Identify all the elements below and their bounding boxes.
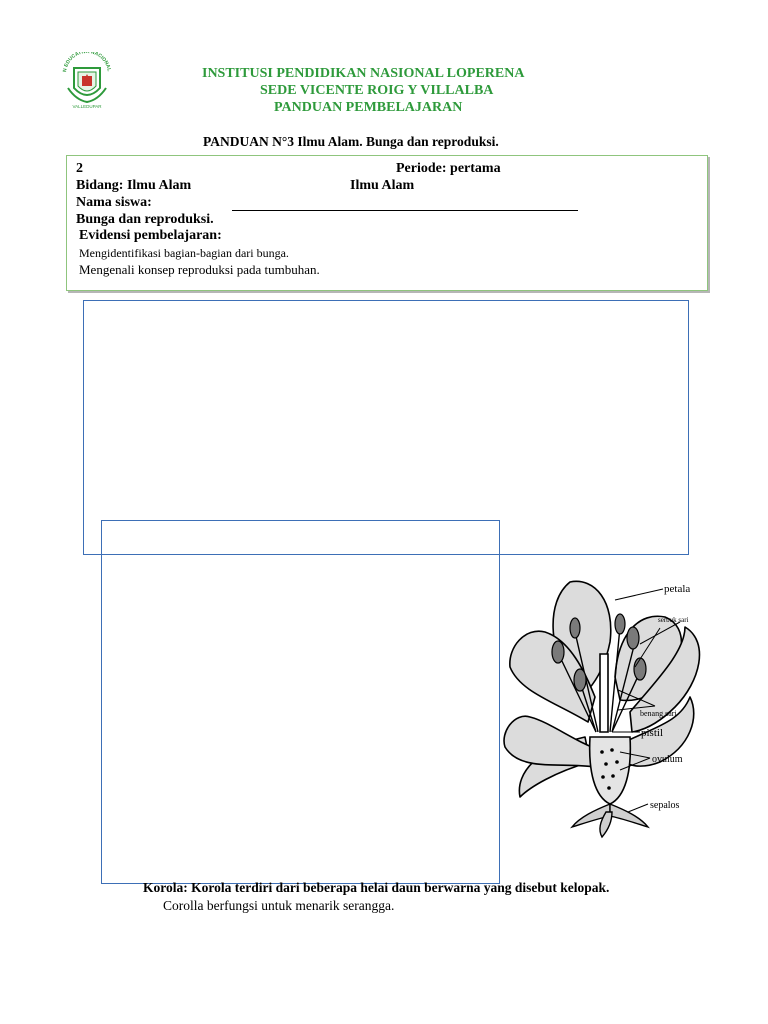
institution-name: INSTITUSI PENDIDIKAN NASIONAL LOPERENA xyxy=(202,66,525,81)
student-name-label: Nama siswa: xyxy=(76,195,152,210)
school-logo xyxy=(56,52,118,110)
period-label: Periode: pertama xyxy=(396,161,501,176)
korola-subtext: Corolla berfungsi untuk menarik serangga. xyxy=(163,898,395,913)
blank-box-top xyxy=(83,300,689,555)
evidence-item-1: Mengidentifikasi bagian-bagian dari bunga. xyxy=(79,246,289,260)
evidence-item-2: Mengenali konsep reproduksi pada tumbuhan. xyxy=(79,262,320,277)
svg-text:VALLEDUPAR: VALLEDUPAR xyxy=(72,104,102,109)
svg-text:petala: petala xyxy=(664,583,691,595)
svg-text:ovulum: ovulum xyxy=(652,754,683,765)
svg-text:benang sari: benang sari xyxy=(640,709,677,718)
korola-text: Korola: Korola terdiri dari beberapa helai daun berwarna yang disebut kelopak. xyxy=(143,880,610,895)
blank-box-bottom xyxy=(101,520,500,884)
grade-value: 2 xyxy=(76,161,83,176)
campus-name: SEDE VICENTE ROIG Y VILLALBA xyxy=(260,83,494,98)
field-label: Bidang: Ilmu Alam xyxy=(76,178,192,193)
svg-text:INSTITUCION EDUCATIVA NACIONAL: N EDUCATIVA NACIONAL xyxy=(62,52,112,73)
guide-heading: PANDUAN PEMBELAJARAN xyxy=(274,100,463,115)
evidence-heading: Evidensi pembelajaran: xyxy=(79,228,222,243)
svg-text:sepalos: sepalos xyxy=(650,800,680,811)
korola-heading xyxy=(143,880,609,896)
svg-text:serbuk sari: serbuk sari xyxy=(658,616,689,624)
page-title: PANDUAN N°3 Ilmu Alam. Bunga dan reproduksi. xyxy=(203,134,499,149)
svg-text:pistil: pistil xyxy=(641,727,664,739)
topic-label: Bunga dan reproduksi. xyxy=(76,212,214,227)
subject-label: Ilmu Alam xyxy=(350,178,415,193)
student-name-line[interactable] xyxy=(232,210,578,211)
flower-diagram xyxy=(500,572,730,842)
